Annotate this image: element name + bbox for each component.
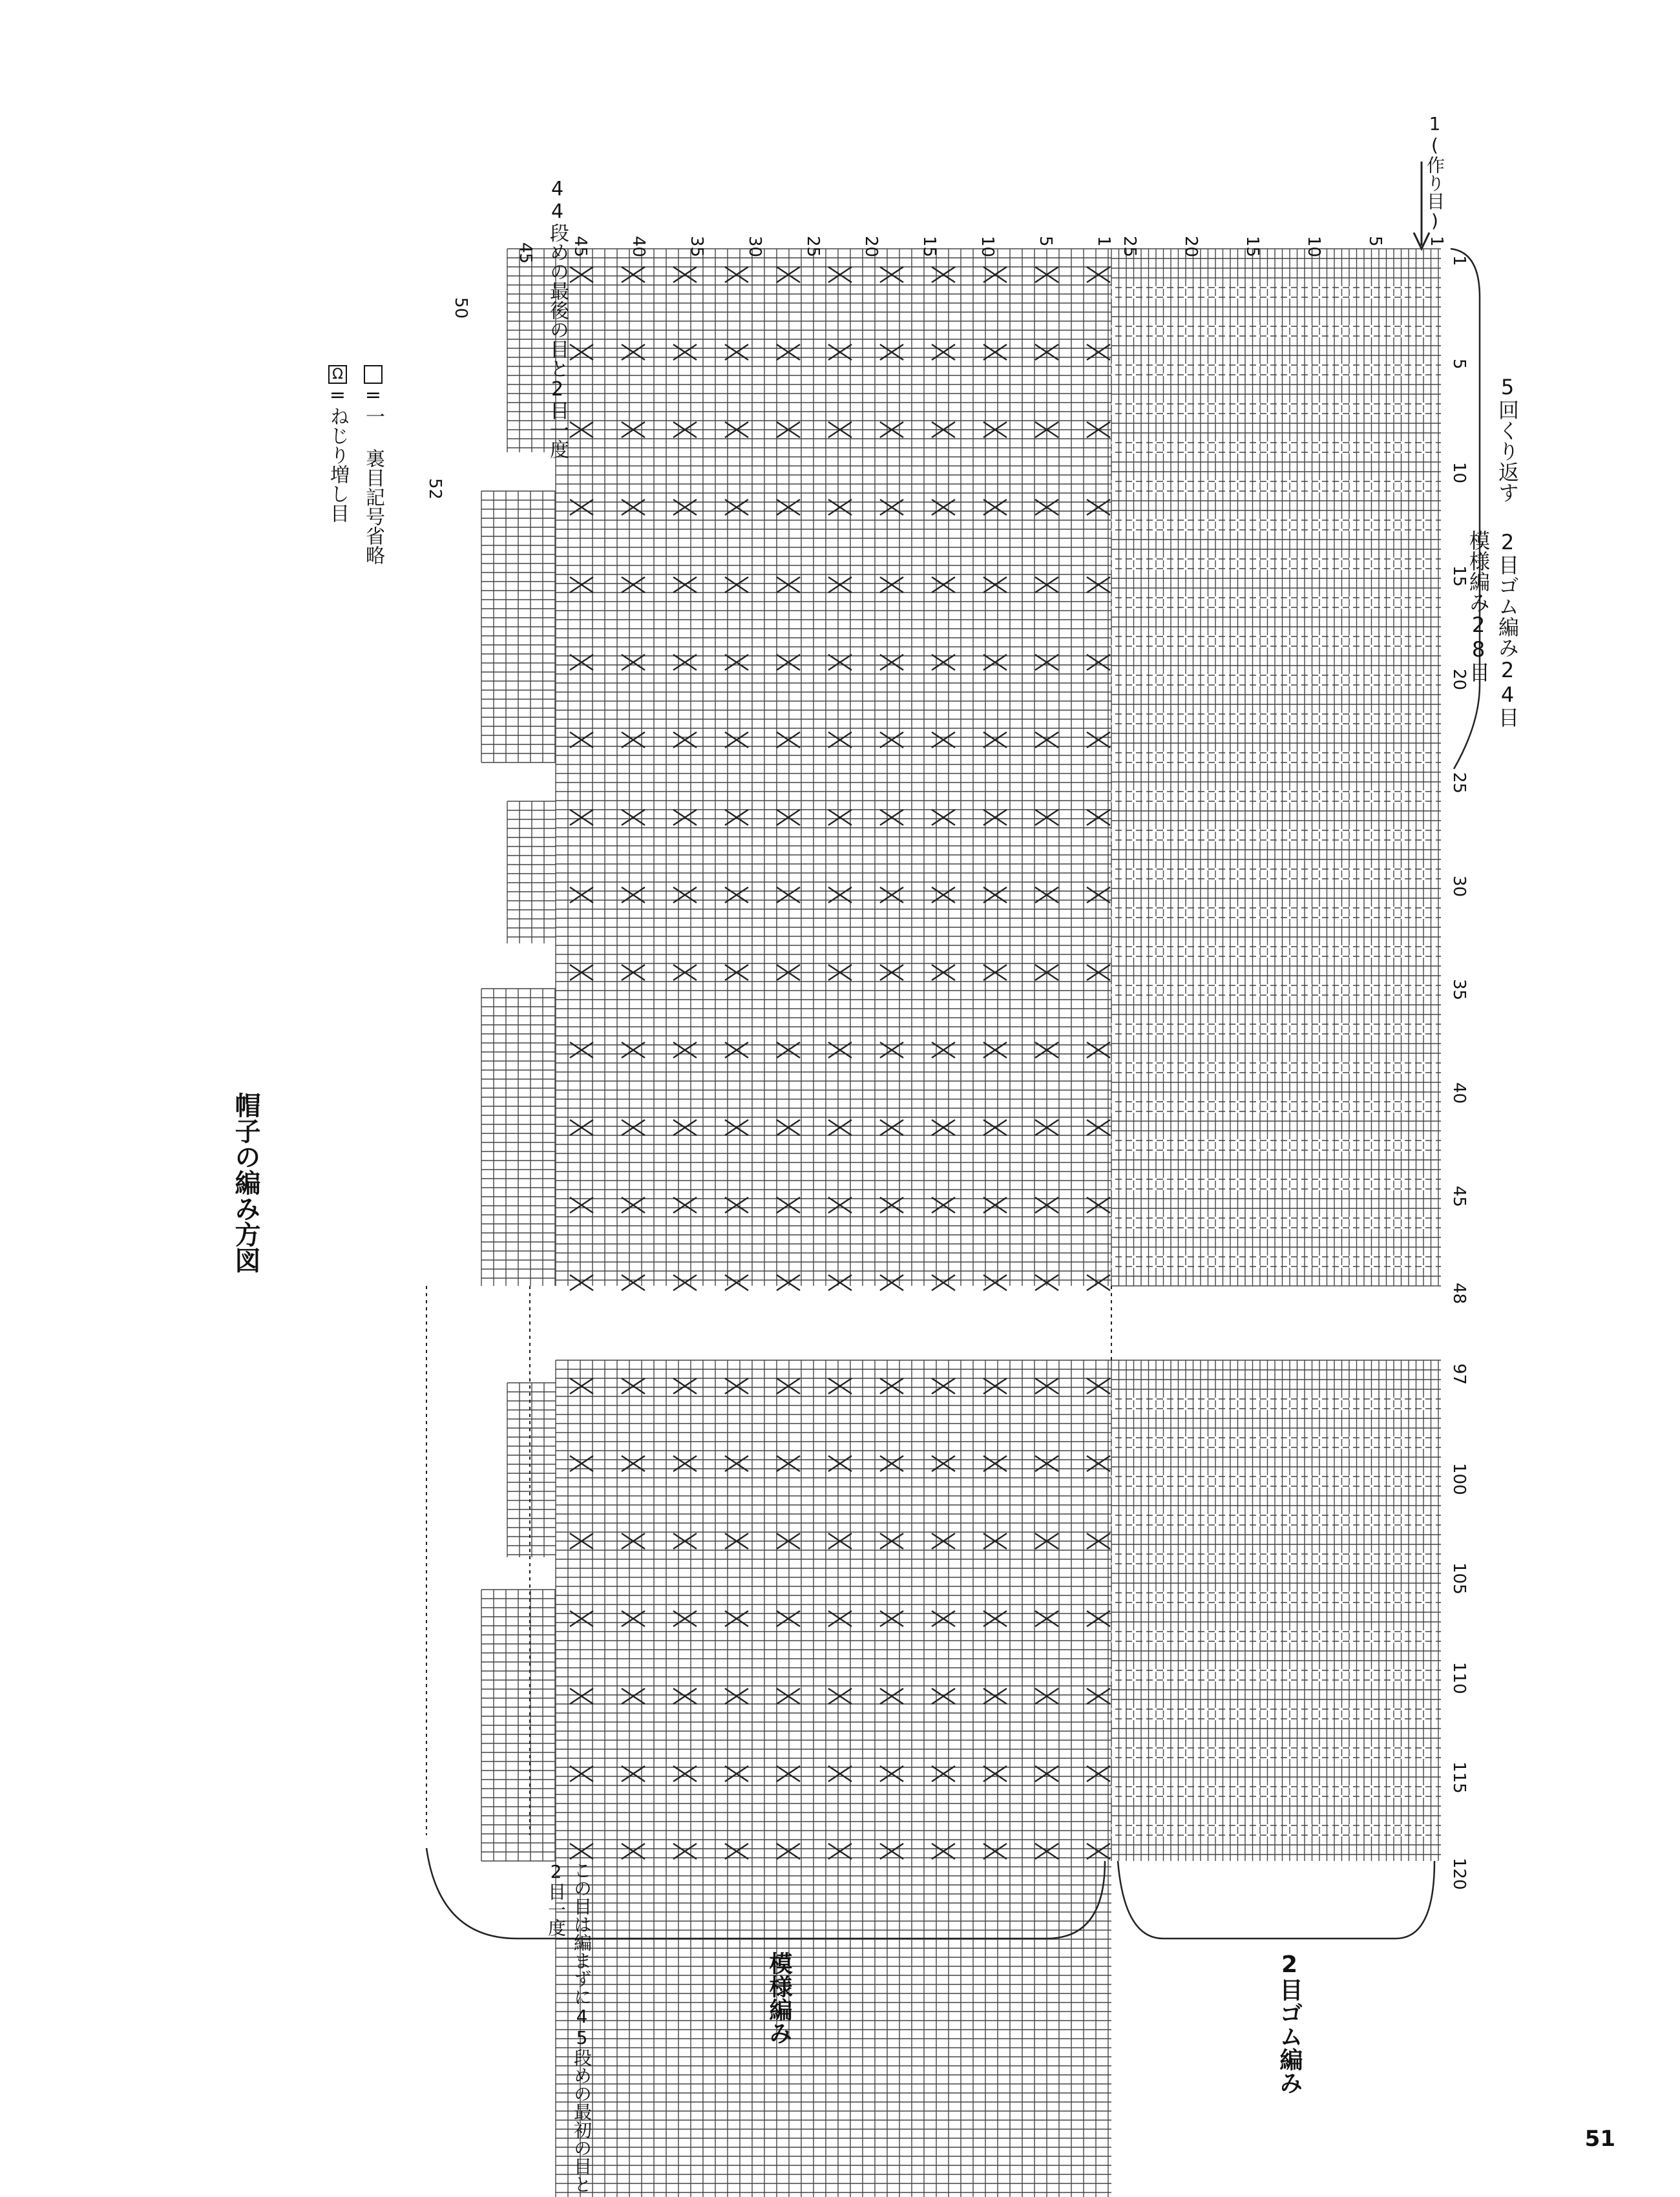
cable-cross-mark bbox=[725, 1120, 748, 1135]
crown-bottom-2 bbox=[481, 1590, 556, 1861]
cable-cross-mark bbox=[1087, 732, 1110, 748]
cable-cross-mark bbox=[932, 1378, 955, 1394]
cable-cross-mark bbox=[983, 1197, 1007, 1213]
pattern-section-label: 模様編み bbox=[766, 1951, 792, 2045]
cable-cross-mark bbox=[725, 1766, 748, 1782]
row-label-pattern: 30 bbox=[745, 236, 764, 258]
cable-cross-mark bbox=[570, 1378, 593, 1394]
cable-cross-mark bbox=[828, 1766, 852, 1782]
rib-panel-top-dashes bbox=[1111, 288, 1441, 1267]
cable-cross-mark bbox=[932, 1766, 955, 1782]
cable-cross-mark bbox=[570, 1275, 593, 1290]
cable-cross-mark bbox=[983, 1688, 1007, 1704]
cable-cross-mark bbox=[828, 577, 852, 593]
legend-twist-increase: Ω=ねじり増し目 bbox=[326, 366, 349, 523]
cable-cross-mark bbox=[570, 732, 593, 748]
crown-top-3 bbox=[507, 801, 556, 943]
cable-cross-mark bbox=[932, 577, 955, 593]
cable-cross-mark bbox=[828, 810, 852, 825]
cable-cross-mark bbox=[725, 1275, 748, 1290]
row-label-crown: 45 bbox=[516, 242, 535, 264]
cable-cross-mark bbox=[570, 267, 593, 282]
row-label-rib: 1 bbox=[1427, 236, 1446, 247]
crown-top-4-lines bbox=[481, 989, 556, 1286]
cable-cross-mark bbox=[777, 655, 800, 670]
cable-cross-mark bbox=[570, 1197, 593, 1213]
cable-cross-mark bbox=[673, 810, 697, 825]
cable-cross-mark bbox=[983, 655, 1007, 670]
cable-cross-mark bbox=[777, 1688, 800, 1704]
cable-cross-mark bbox=[932, 267, 955, 282]
row-label-pattern: 40 bbox=[629, 236, 648, 258]
cable-cross-mark bbox=[673, 1197, 697, 1213]
cable-cross-mark bbox=[932, 1688, 955, 1704]
cable-cross-mark bbox=[828, 1275, 852, 1290]
cable-cross-mark bbox=[932, 1844, 955, 1859]
stitch-label-bottom: 97 bbox=[1449, 1363, 1469, 1385]
row-label-crown: 50 bbox=[451, 297, 470, 319]
cable-cross-mark bbox=[983, 1766, 1007, 1782]
cable-cross-mark bbox=[673, 1275, 697, 1290]
cable-cross-mark bbox=[673, 1378, 697, 1394]
row-label-rib: 5 bbox=[1365, 236, 1385, 247]
rib-section-label: 2目ゴム編み bbox=[1276, 1951, 1303, 2094]
cable-cross-mark bbox=[673, 732, 697, 748]
cable-cross-mark bbox=[777, 810, 800, 825]
cable-cross-mark bbox=[725, 732, 748, 748]
cable-cross-mark bbox=[983, 577, 1007, 593]
cable-cross-mark bbox=[1087, 577, 1110, 593]
cable-cross-mark bbox=[1087, 1120, 1110, 1135]
stitch-label-top: 10 bbox=[1449, 462, 1469, 484]
rib-section-bracket bbox=[1118, 1861, 1434, 1939]
cable-cross-mark bbox=[673, 1766, 697, 1782]
cable-cross-mark bbox=[777, 1378, 800, 1394]
cable-cross-mark bbox=[673, 577, 697, 593]
stitch-label-top: 25 bbox=[1449, 772, 1469, 794]
crown-bottom-2-lines bbox=[481, 1590, 556, 1861]
twist-increase-symbol-icon: Ω bbox=[330, 366, 346, 383]
legend-purl-omitted: =一 裏目記号省略 bbox=[359, 365, 387, 565]
cast-on-label: 1(作り目) bbox=[1424, 113, 1445, 231]
cable-cross-mark bbox=[777, 1197, 800, 1213]
cable-cross-mark bbox=[777, 577, 800, 593]
cable-cross-mark bbox=[777, 732, 800, 748]
cable-cross-mark bbox=[777, 1766, 800, 1782]
cable-cross-mark bbox=[828, 1378, 852, 1394]
cable-cross-mark bbox=[725, 810, 748, 825]
cable-cross-mark bbox=[570, 655, 593, 670]
row45-note: この目は編まずに45段めの最初の目と2目一度 bbox=[545, 1861, 593, 2193]
cable-cross-mark bbox=[1087, 1766, 1110, 1782]
cable-cross-mark bbox=[932, 1275, 955, 1290]
cable-cross-mark bbox=[1087, 1844, 1110, 1859]
cable-cross-mark bbox=[983, 732, 1007, 748]
stitch-label-top: 1 bbox=[1449, 255, 1469, 266]
cable-cross-mark bbox=[673, 267, 697, 282]
row-label-crown: 52 bbox=[425, 478, 445, 500]
stitch-label-bottom: 120 bbox=[1449, 1858, 1469, 1890]
cable-cross-mark bbox=[932, 1197, 955, 1213]
cable-cross-mark bbox=[828, 1844, 852, 1859]
cable-cross-mark bbox=[828, 267, 852, 282]
row-label-rib: 20 bbox=[1181, 236, 1201, 258]
row-label-pattern: 20 bbox=[861, 236, 881, 258]
cable-cross-mark bbox=[1087, 267, 1110, 282]
cable-cross-mark bbox=[777, 1120, 800, 1135]
cable-cross-mark bbox=[983, 1120, 1007, 1135]
cable-cross-mark bbox=[673, 655, 697, 670]
rib-panel-bottom-dashes bbox=[1111, 1399, 1441, 1835]
cable-cross-mark bbox=[673, 1120, 697, 1135]
cable-cross-mark bbox=[725, 1844, 748, 1859]
row-label-rib: 15 bbox=[1243, 236, 1262, 258]
cable-cross-mark bbox=[1087, 1688, 1110, 1704]
row-label-rib: 25 bbox=[1120, 236, 1139, 258]
cable-cross-mark bbox=[1087, 1197, 1110, 1213]
crown-bottom-1-lines bbox=[507, 1383, 556, 1557]
stitch-label-top: 15 bbox=[1449, 565, 1469, 587]
cable-cross-mark bbox=[725, 1688, 748, 1704]
row-label-pattern: 10 bbox=[978, 236, 997, 258]
page-number: 51 bbox=[1584, 2126, 1615, 2152]
row-label-pattern: 1 bbox=[1094, 236, 1113, 247]
cable-cross-mark bbox=[828, 1120, 852, 1135]
cable-cross-mark bbox=[932, 655, 955, 670]
cable-cross-mark bbox=[777, 1275, 800, 1290]
row-label-pattern: 45 bbox=[571, 236, 590, 258]
cable-cross-mark bbox=[983, 810, 1007, 825]
crown-top-3-lines bbox=[507, 801, 556, 943]
row-label-rib: 10 bbox=[1304, 236, 1323, 258]
row-label-pattern: 5 bbox=[1036, 236, 1055, 247]
cable-cross-mark bbox=[932, 732, 955, 748]
pattern-stitch-count: 模様編み28目 bbox=[1466, 530, 1491, 682]
cable-cross-mark bbox=[983, 267, 1007, 282]
cable-cross-mark bbox=[570, 810, 593, 825]
cable-cross-mark bbox=[1087, 1378, 1110, 1394]
cable-cross-mark bbox=[725, 267, 748, 282]
stitch-label-top: 48 bbox=[1449, 1283, 1469, 1305]
stitch-label-top: 40 bbox=[1449, 1082, 1469, 1104]
cable-cross-mark bbox=[725, 655, 748, 670]
stitch-label-bottom: 110 bbox=[1449, 1662, 1469, 1694]
crown-top-4 bbox=[481, 989, 556, 1286]
cable-cross-mark bbox=[777, 1844, 800, 1859]
pattern-panel-top-lines bbox=[556, 249, 1111, 1286]
cable-cross-mark bbox=[932, 810, 955, 825]
row-label-pattern: 25 bbox=[803, 236, 823, 258]
cable-cross-mark bbox=[983, 1378, 1007, 1394]
cable-cross-mark bbox=[777, 267, 800, 282]
stitch-label-top: 45 bbox=[1449, 1186, 1469, 1208]
repeat-note: 5回くり返す bbox=[1495, 375, 1520, 503]
cable-cross-mark bbox=[570, 1766, 593, 1782]
cable-cross-mark bbox=[673, 1844, 697, 1859]
cable-cross-mark bbox=[1087, 1275, 1110, 1290]
stitch-label-top: 35 bbox=[1449, 979, 1469, 1001]
crown-bottom-1 bbox=[507, 1383, 556, 1557]
pattern-panel-top bbox=[556, 249, 1111, 1286]
cable-cross-mark bbox=[828, 1688, 852, 1704]
rib-stitch-count: 2目ゴム編み24目 bbox=[1495, 530, 1520, 728]
cable-cross-mark bbox=[725, 1378, 748, 1394]
cable-cross-mark bbox=[1087, 810, 1110, 825]
stitch-label-top: 20 bbox=[1449, 669, 1469, 691]
row-label-pattern: 35 bbox=[687, 236, 706, 258]
crown-top-2-lines bbox=[481, 491, 556, 762]
cable-cross-mark bbox=[983, 1275, 1007, 1290]
row44-note: 44段めの最後の目と2目一度 bbox=[546, 178, 569, 459]
row-label-pattern: 15 bbox=[919, 236, 939, 258]
stitch-label-bottom: 115 bbox=[1449, 1761, 1469, 1794]
repeat-bracket bbox=[1451, 249, 1480, 769]
cable-cross-mark bbox=[725, 1197, 748, 1213]
cable-cross-mark bbox=[828, 1197, 852, 1213]
cable-cross-mark bbox=[932, 1120, 955, 1135]
cable-cross-mark bbox=[570, 577, 593, 593]
cable-cross-mark bbox=[570, 1844, 593, 1859]
stitch-label-bottom: 105 bbox=[1449, 1562, 1469, 1595]
stitch-label-bottom: 100 bbox=[1449, 1463, 1469, 1495]
crown-top-2 bbox=[481, 491, 556, 762]
pattern-section-bracket bbox=[426, 1848, 1105, 1939]
cable-cross-mark bbox=[673, 1688, 697, 1704]
cable-cross-mark bbox=[725, 577, 748, 593]
cable-cross-mark bbox=[983, 1844, 1007, 1859]
cable-cross-mark bbox=[828, 732, 852, 748]
cable-cross-mark bbox=[570, 1688, 593, 1704]
cable-cross-mark bbox=[570, 1120, 593, 1135]
cable-cross-mark bbox=[828, 655, 852, 670]
diagram-title: 帽子の編み方図 bbox=[231, 1092, 260, 1273]
stitch-label-top: 5 bbox=[1449, 359, 1469, 370]
cable-cross-mark bbox=[1087, 655, 1110, 670]
stitch-label-top: 30 bbox=[1449, 876, 1469, 898]
